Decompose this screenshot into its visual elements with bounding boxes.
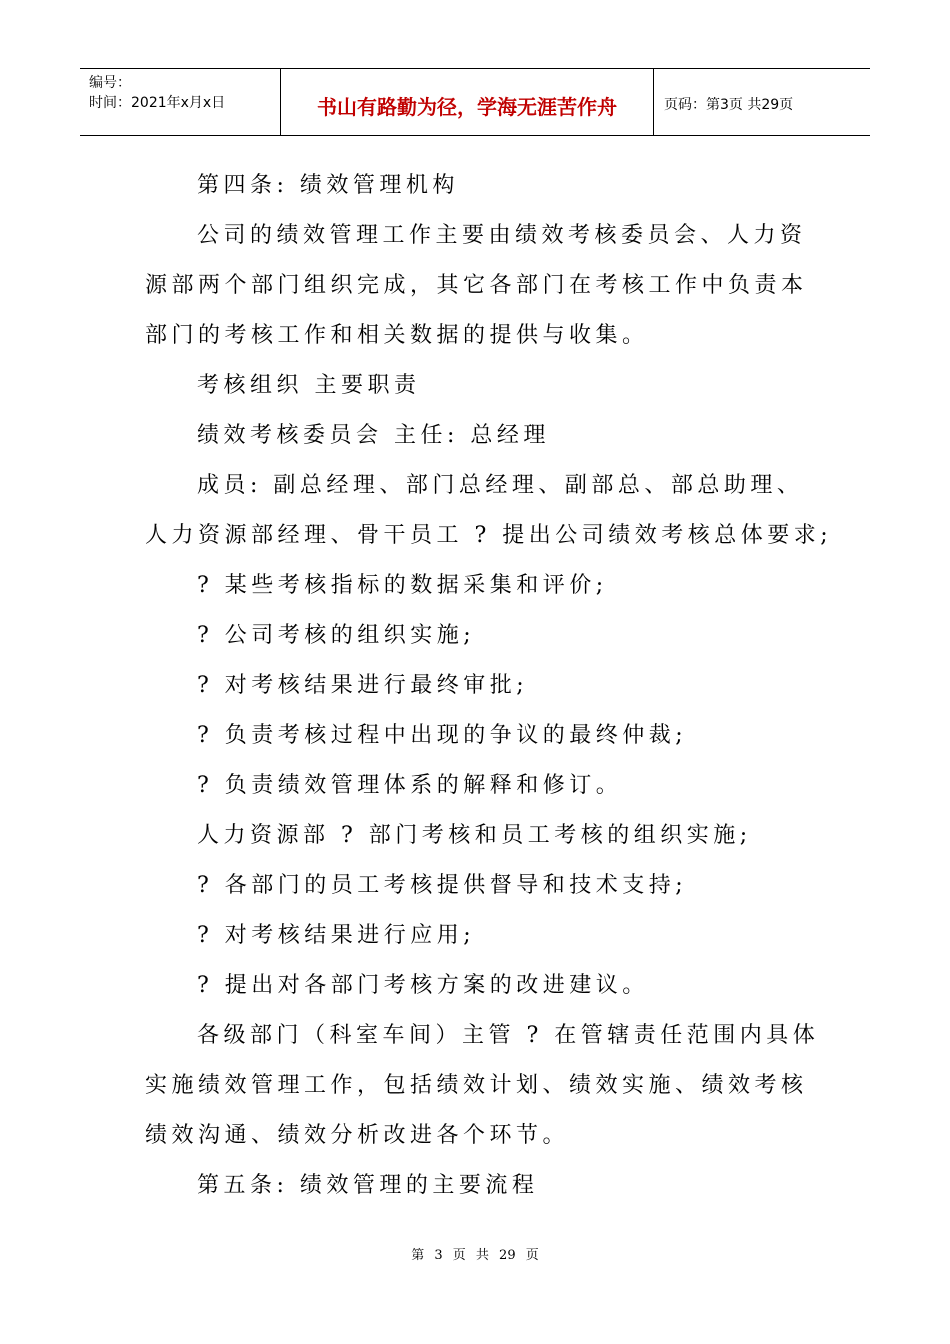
paragraph-line: 人力资源部经理、骨干员工 ? 提出公司绩效考核总体要求; — [145, 523, 833, 548]
page-header — [80, 68, 870, 136]
section-subheading: 考核组织 主要职责 — [197, 373, 421, 398]
paragraph-line: 绩效考核委员会 主任: 总经理 — [197, 423, 550, 448]
duty-item: ? 某些考核指标的数据采集和评价; — [197, 573, 608, 598]
paragraph-line: 人力资源部 ? 部门考核和员工考核的组织实施; — [197, 823, 752, 848]
paragraph-line: 源部两个部门组织完成，其它各部门在考核工作中负责本 — [145, 273, 808, 298]
header-motto-cell — [281, 69, 654, 135]
document-body — [145, 161, 833, 1211]
duty-item: ? 对考核结果进行应用; — [197, 923, 476, 948]
time-label: 时间：2021年x月x日 — [89, 95, 226, 111]
header-meta — [80, 69, 281, 135]
paragraph-line: 成员: 副总经理、部门总经理、副部总、部总助理、 — [197, 473, 804, 498]
paragraph-line: 部门的考核工作和相关数据的提供与收集。 — [145, 323, 649, 348]
article-heading: 第五条: 绩效管理的主要流程 — [197, 1173, 539, 1198]
duty-item: ? 提出对各部门考核方案的改进建议。 — [197, 973, 649, 998]
duty-item: ? 负责考核过程中出现的争议的最终仲裁; — [197, 723, 688, 748]
number-label: 编号： — [89, 75, 131, 91]
paragraph-line: 实施绩效管理工作，包括绩效计划、绩效实施、绩效考核 — [145, 1073, 808, 1098]
header-page-code — [654, 69, 870, 135]
duty-item: ? 负责绩效管理体系的解释和修订。 — [197, 773, 623, 798]
page-footer — [0, 1244, 950, 1263]
motto-text: 书山有路勤为径，学海无涯苦作舟 — [317, 94, 617, 119]
duty-item: ? 公司考核的组织实施; — [197, 623, 476, 648]
paragraph-line: 绩效沟通、绩效分析改进各个环节。 — [145, 1123, 570, 1148]
paragraph-line: 各级部门（科室车间）主管 ? 在管辖责任范围内具体 — [197, 1023, 820, 1048]
footer-page-number: 第 3 页 共 29 页 — [411, 1248, 539, 1263]
page-code-text: 页码：第3页 共29页 — [664, 97, 794, 113]
duty-item: ? 各部门的员工考核提供督导和技术支持; — [197, 873, 688, 898]
paragraph-line: 公司的绩效管理工作主要由绩效考核委员会、人力资 — [197, 223, 807, 248]
duty-item: ? 对考核结果进行最终审批; — [197, 673, 529, 698]
article-heading: 第四条: 绩效管理机构 — [197, 173, 459, 198]
